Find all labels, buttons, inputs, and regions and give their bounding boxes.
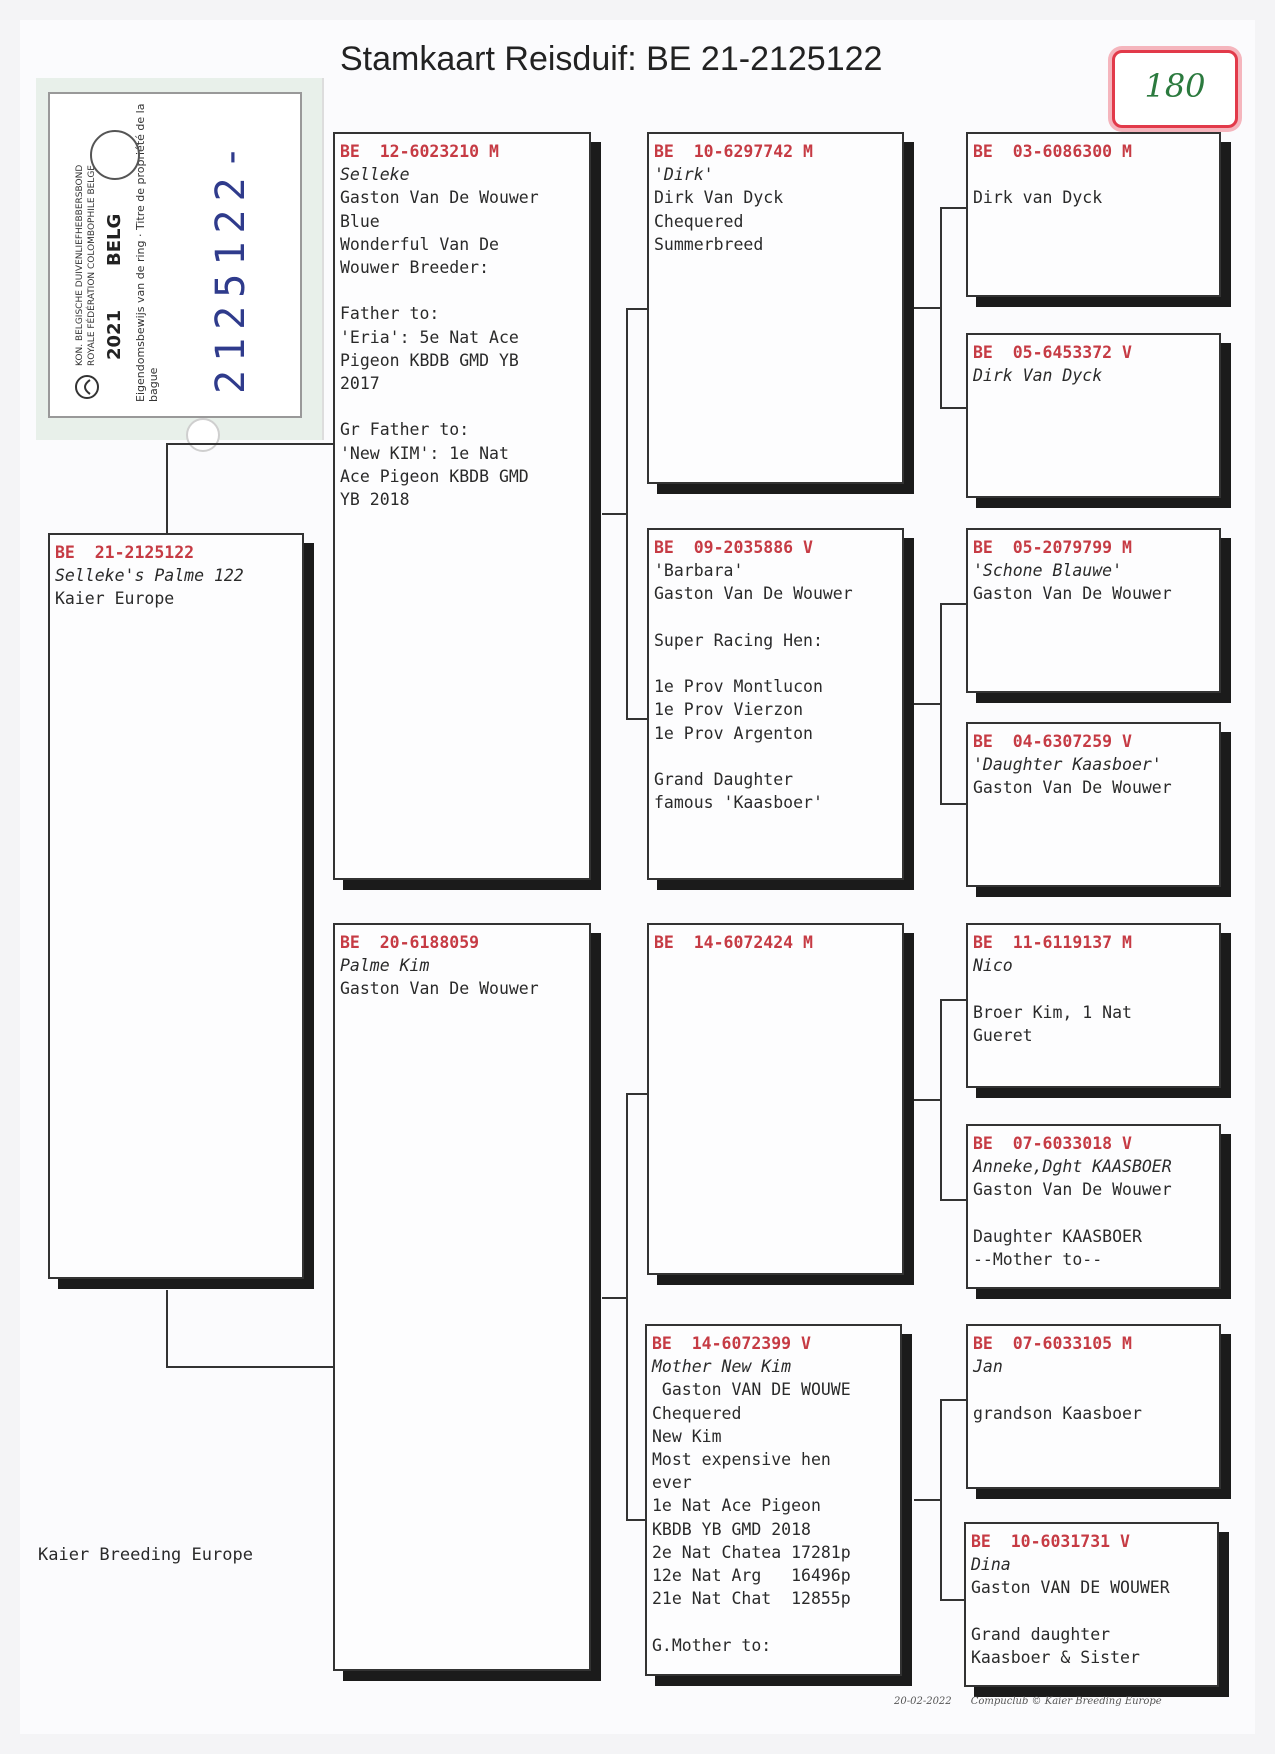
ring-id: BE 09-2035886 V bbox=[654, 538, 813, 557]
pigeon-card-ddd bbox=[964, 1522, 1219, 1687]
ring-id: BE 14-6072424 M bbox=[654, 933, 813, 952]
pigeon-info-line: Blue bbox=[340, 211, 380, 231]
title-ring: BE 21-2125122 bbox=[646, 40, 883, 78]
pigeon-info-line: Dirk Van Dyck bbox=[973, 366, 1103, 386]
connector-line bbox=[626, 1093, 628, 1521]
pigeon-info-line: Gaston VAN DE WOUWE bbox=[652, 1380, 851, 1400]
pigeon-info-line: 21e Nat Chat 12855p bbox=[652, 1589, 851, 1609]
pigeon-info-line bbox=[971, 1600, 1217, 1623]
pigeon-card-dsd bbox=[966, 1124, 1221, 1289]
title-prefix: Stamkaart Reisduif: bbox=[340, 40, 637, 78]
pigeon-info-line bbox=[973, 977, 1219, 1000]
pigeon-info-line: Palme Kim bbox=[340, 956, 430, 976]
connector-line bbox=[940, 999, 942, 1201]
pigeon-info-line: Gueret bbox=[973, 1025, 1033, 1045]
pigeon-info-line: Gaston Van De Wouwer bbox=[340, 188, 539, 208]
ring-year: 2021 bbox=[104, 309, 125, 360]
pigeon-info-line: Wouwer Breeder: bbox=[340, 258, 490, 278]
connector-line bbox=[626, 308, 628, 720]
pigeon-info-line bbox=[340, 395, 589, 418]
pigeon-info-line: Gaston Van De Wouwer bbox=[973, 1180, 1172, 1200]
pigeon-info-line: Kaasboer & Sister bbox=[971, 1648, 1140, 1667]
pigeon-info-line: 1e Prov Vierzon bbox=[654, 700, 804, 720]
pigeon-info-line: Gaston VAN DE WOUWER bbox=[971, 1578, 1170, 1598]
ring-id: BE 04-6307259 V bbox=[973, 732, 1132, 751]
pigeon-info-line: 'Dirk' bbox=[654, 165, 714, 185]
pigeon-card-ssd bbox=[966, 333, 1221, 498]
pigeon-info-line: famous 'Kaasboer' bbox=[654, 793, 823, 813]
pigeon-info-line: Grand Daughter bbox=[654, 769, 794, 789]
connector-line bbox=[914, 703, 942, 705]
pigeon-info-line: 'Barbara' bbox=[654, 561, 744, 581]
connector-line bbox=[602, 513, 628, 515]
ring-number: 2125122- bbox=[208, 137, 254, 394]
connector-line bbox=[940, 603, 942, 805]
pigeon-info-line: Kaier Europe bbox=[55, 589, 175, 609]
pigeon-info-line: Most expensive hen bbox=[652, 1450, 831, 1470]
pigeon-info-line: grandson Kaasboer bbox=[973, 1403, 1142, 1423]
pigeon-info-line: Gaston Van De Wouwer bbox=[340, 979, 539, 999]
pigeon-info-line: 1e Prov Montlucon bbox=[654, 677, 823, 697]
pigeon-info-line: 12e Nat Arg 16496p bbox=[652, 1566, 851, 1586]
connector-line bbox=[940, 603, 966, 605]
pigeon-info-line: Anneke,Dght KAASBOER bbox=[973, 1157, 1172, 1177]
ring-card-text bbox=[50, 94, 300, 416]
ring-id: BE 12-6023210 M bbox=[340, 142, 499, 161]
stamp-number: 180 bbox=[1144, 67, 1206, 105]
pigeon-info-line: 'Schone Blauwe' bbox=[973, 561, 1123, 581]
pigeon-info-line: Selleke's Palme 122 bbox=[55, 566, 244, 586]
pigeon-info-line bbox=[973, 1378, 1219, 1401]
pigeon-info-line: Selleke bbox=[340, 165, 410, 185]
pigeon-info-line: 'New KIM': 1e Nat bbox=[340, 443, 509, 463]
connector-line bbox=[940, 1199, 966, 1201]
pigeon-info-line: Gr Father to: bbox=[340, 420, 470, 440]
connector-line bbox=[166, 443, 168, 535]
pigeon-info-line bbox=[973, 1202, 1219, 1225]
pigeon-info-line: Gaston Van De Wouwer bbox=[973, 584, 1172, 604]
ring-id: BE 21-2125122 bbox=[55, 543, 195, 562]
connector-line bbox=[940, 1599, 966, 1601]
pigeon-info-line: Gaston Van De Wouwer bbox=[654, 584, 853, 604]
ring-country: BELG bbox=[104, 213, 125, 266]
pigeon-info-line: Broer Kim, 1 Nat bbox=[973, 1002, 1132, 1022]
pigeon-card-dam bbox=[333, 923, 591, 1671]
pigeon-info-line: 2e Nat Chatea 17281p bbox=[652, 1542, 851, 1562]
ring-id: BE 05-2079799 M bbox=[973, 538, 1132, 557]
pigeon-info-line: Mother New Kim bbox=[652, 1357, 792, 1377]
ring-seal-icon bbox=[90, 130, 140, 180]
pigeon-card-sss bbox=[966, 132, 1221, 297]
pigeon-info-line: G.Mother to: bbox=[652, 1635, 772, 1655]
pigeon-info-line: New Kim bbox=[652, 1426, 722, 1446]
connector-line bbox=[914, 307, 942, 309]
connector-line bbox=[940, 207, 942, 409]
page-title bbox=[340, 40, 882, 79]
pigeon-card-sire bbox=[333, 132, 591, 880]
connector-line bbox=[940, 1399, 966, 1401]
pigeon-card-sdd bbox=[966, 722, 1221, 887]
connector-line bbox=[602, 1297, 628, 1299]
pigeon-info-line: Ace Pigeon KBDB GMD bbox=[340, 466, 529, 486]
connector-line bbox=[940, 803, 966, 805]
connector-line bbox=[626, 718, 648, 720]
pigeon-info-line: Wonderful Van De bbox=[340, 234, 499, 254]
pigeon-info-line: KBDB YB GMD 2018 bbox=[652, 1519, 811, 1539]
connector-line bbox=[940, 1399, 942, 1601]
connector-line bbox=[626, 1093, 648, 1095]
pigeon-info-line: Chequered bbox=[654, 211, 744, 231]
pigeon-info-line: ever bbox=[652, 1473, 692, 1493]
pigeon-card-sds bbox=[966, 528, 1221, 693]
pigeon-info-line bbox=[654, 745, 902, 768]
pigeon-info-line: 'Eria': 5e Nat Ace bbox=[340, 327, 519, 347]
print-footer bbox=[894, 1696, 1162, 1707]
ring-federation bbox=[74, 165, 98, 402]
pigeon-card-dds bbox=[966, 1324, 1221, 1489]
ring-id: BE 20-6188059 bbox=[340, 933, 480, 952]
pigeon-card-subject bbox=[48, 533, 304, 1279]
pigeon-info-line: --Mother to-- bbox=[973, 1250, 1103, 1269]
pigeon-info-line: 2017 bbox=[340, 374, 380, 394]
number-stamp bbox=[1112, 50, 1238, 128]
connector-line bbox=[940, 999, 966, 1001]
print-date: 20-02-2022 bbox=[894, 1696, 952, 1707]
pigeon-info-line: Chequered bbox=[652, 1403, 742, 1423]
ring-card bbox=[48, 92, 302, 418]
ring-federation-fr: ROYALE FÉDÉRATION COLOMBOPHILE BELGE bbox=[87, 165, 97, 366]
ring-id: BE 10-6031731 V bbox=[971, 1532, 1130, 1551]
pigeon-info-line: Nico bbox=[973, 956, 1013, 976]
ring-id: BE 07-6033018 V bbox=[973, 1134, 1132, 1153]
pigeon-info-line: Dina bbox=[971, 1555, 1011, 1575]
pigeon-info-line: Grand daughter bbox=[971, 1624, 1111, 1644]
connector-line bbox=[166, 443, 334, 445]
pigeon-info-line: 1e Prov Argenton bbox=[654, 723, 813, 743]
pigeon-info-line bbox=[973, 163, 1219, 186]
pigeon-info-line bbox=[652, 1610, 900, 1633]
pigeon-card-sire-dam bbox=[647, 528, 904, 880]
pigeon-info-line: Dirk van Dyck bbox=[973, 188, 1103, 208]
ring-id: BE 11-6119137 M bbox=[973, 933, 1132, 952]
breeder-name: Kaier Breeding Europe bbox=[38, 1545, 253, 1565]
pigeon-info-line: Super Racing Hen: bbox=[654, 630, 823, 650]
pigeon-card-dam-sire bbox=[647, 923, 904, 1275]
pigeon-info-line: Father to: bbox=[340, 304, 440, 324]
pigeon-info-line: Jan bbox=[973, 1357, 1003, 1377]
pigeon-info-line: YB 2018 bbox=[340, 490, 410, 510]
ring-id: BE 07-6033105 M bbox=[973, 1334, 1132, 1353]
pigeon-card-sire-sire bbox=[647, 132, 904, 484]
ring-title-text: Eigendomsbewijs van de ring · Titre de propriété de la bague bbox=[134, 103, 160, 402]
connector-line bbox=[914, 1099, 942, 1101]
pigeon-info-line bbox=[340, 279, 589, 302]
ring-certificate bbox=[36, 78, 324, 440]
connector-line bbox=[166, 1366, 334, 1368]
pigeon-info-line: 'Daughter Kaasboer' bbox=[973, 755, 1162, 775]
ring-id: BE 05-6453372 V bbox=[973, 343, 1132, 362]
connector-line bbox=[914, 1499, 942, 1501]
connector-line bbox=[166, 1290, 168, 1368]
pigeon-info-line: Dirk Van Dyck bbox=[654, 188, 784, 208]
ring-federation-nl: KON. BELGISCHE DUIVENLIEFHEBBERSBOND bbox=[75, 164, 85, 366]
connector-line bbox=[940, 207, 966, 209]
print-credit: Compuclub © Kaier Breeding Europe bbox=[970, 1696, 1162, 1707]
punch-hole bbox=[186, 418, 220, 452]
pigeon-info-line: Gaston Van De Wouwer bbox=[973, 778, 1172, 798]
ring-id: BE 03-6086300 M bbox=[973, 142, 1132, 161]
connector-line bbox=[626, 308, 648, 310]
pigeon-info-line bbox=[654, 606, 902, 629]
ring-id: BE 10-6297742 M bbox=[654, 142, 813, 161]
pigeon-info-line: Pigeon KBDB GMD YB bbox=[340, 350, 519, 370]
connector-line bbox=[940, 407, 966, 409]
pigeon-card-dss bbox=[966, 923, 1221, 1088]
pigeon-info-line: 1e Nat Ace Pigeon bbox=[652, 1496, 821, 1516]
pigeon-info-line: Daughter KAASBOER bbox=[973, 1226, 1142, 1246]
ring-id: BE 14-6072399 V bbox=[652, 1334, 811, 1353]
pigeon-info-line bbox=[654, 652, 902, 675]
pigeon-info-line: Summerbreed bbox=[654, 234, 764, 254]
pigeon-card-dam-dam bbox=[645, 1324, 902, 1676]
